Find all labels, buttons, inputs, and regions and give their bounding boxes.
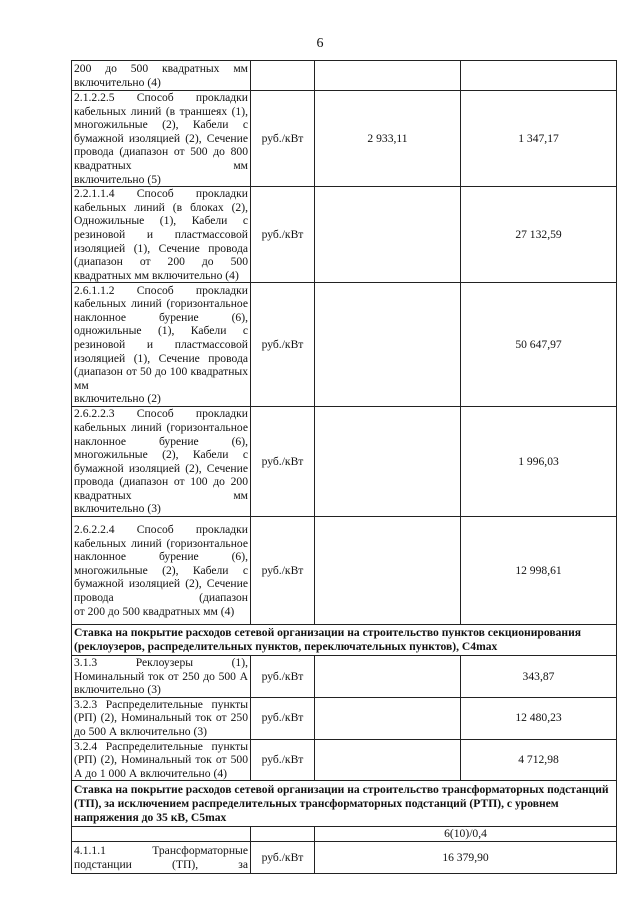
table-row	[72, 656, 617, 698]
item-description-text: 3.2.3 Распределительные пункты (РП) (2), Номинальный ток от 250	[74, 697, 248, 725]
unit-cell: руб./кВт	[251, 517, 315, 625]
value-cell-2: 1 347,17	[461, 91, 617, 187]
empty-cell	[251, 827, 315, 842]
value-cell-1	[315, 697, 461, 739]
item-description-text: 2.6.2.2.3 Способ прокладки кабельных линий (горизонтальное наклонное бурение (6), многожильные (2), Кабели с бумажной изоляцией (2), Сечение провода (диапазон от 100 до 200 квадратных мм	[74, 407, 248, 502]
value-cell-2: 1 996,03	[461, 407, 617, 517]
section-title: Ставка на покрытие расходов сетевой организации на строительство трансформаторных подстанций (ТП), за исключением распределительных трансформаторных подстанций (РТП), с уровнем напряжения до 35 кВ, С5max	[72, 781, 617, 827]
item-description-last-line: включительно (2)	[74, 392, 161, 406]
unit-cell: руб./кВт	[251, 91, 315, 187]
value-cell-1	[315, 517, 461, 625]
item-description: 4.1.1.1 Трансформаторные подстанции (ТП), за	[72, 842, 251, 874]
item-description-last-line: включительно (4)	[74, 75, 161, 89]
value-cell-1	[315, 739, 461, 781]
tariff-table	[71, 60, 617, 874]
unit-cell: руб./кВт	[251, 283, 315, 407]
table-row	[72, 283, 617, 407]
item-description-text: 2.1.2.2.5 Способ прокладки кабельных линий (в траншеях (1), многожильные (2), Кабели с бумажной изоляцией (2), Сечение провода (диапазон от 500 до 800 квадратных мм	[74, 91, 248, 172]
item-description-last-line: включительно (3)	[74, 502, 161, 516]
value-cell-1: 2 933,11	[315, 91, 461, 187]
unit-cell: руб./кВт	[251, 697, 315, 739]
item-description-text: 3.1.3 Реклоузеры (1), Номинальный ток от 250 до 500 А	[74, 656, 248, 683]
item-description	[72, 283, 251, 407]
item-description-last-line: включительно (3)	[74, 683, 161, 697]
item-description-last-line: от 200 до 500 квадратных мм (4)	[74, 604, 235, 618]
item-description	[72, 91, 251, 187]
item-description-last-line: А до 1 000 А включительно (4)	[74, 766, 227, 780]
value-cell-2: 50 647,97	[461, 283, 617, 407]
item-description-text: 2.6.1.1.2 Способ прокладки кабельных линий (горизонтальное наклонное бурение (6), одножильные (1), Кабели с резиновой и пластмассовой изоляцией (1), Сечение провода (диапазон от 50 до 100 квадратных мм	[74, 283, 248, 392]
empty-cell	[72, 827, 251, 842]
unit-cell: руб./кВт	[251, 407, 315, 517]
item-description-last-line: квадратных мм включительно (4)	[74, 268, 239, 282]
table-row	[72, 697, 617, 739]
value-cell-1	[315, 61, 461, 91]
page-number: 6	[316, 36, 324, 51]
table-row	[72, 187, 617, 283]
table-row	[72, 739, 617, 781]
unit-cell: руб./кВт	[251, 656, 315, 698]
section-header-row	[72, 625, 617, 656]
item-description	[72, 656, 251, 698]
value-cell-2: 27 132,59	[461, 187, 617, 283]
item-description	[72, 517, 251, 625]
value-cell-2	[461, 61, 617, 91]
item-description	[72, 697, 251, 739]
value-cell-1	[315, 656, 461, 698]
item-description	[72, 407, 251, 517]
subheader-row	[72, 827, 617, 842]
item-description-text: 3.2.4 Распределительные пункты (РП) (2), Номинальный ток от 500	[74, 739, 248, 767]
item-description-text: 2.2.1.1.4 Способ прокладки кабельных линий (в блоках (2), Одножильные (1), Кабели с резиновой и пластмассовой изоляцией (1), Сечение провода (диапазон от 200 до 500	[74, 187, 248, 269]
value-cell-2: 4 712,98	[461, 739, 617, 781]
table-row	[72, 842, 617, 874]
table-row	[72, 91, 617, 187]
unit-cell: руб./кВт	[251, 739, 315, 781]
section-header-row	[72, 781, 617, 827]
item-description-text: 2.6.2.2.4 Способ прокладки кабельных линий (горизонтальное наклонное бурение (6), многожильные (2), Кабели с бумажной изоляцией (2), Сечение провода (диапазон	[74, 522, 248, 604]
unit-cell	[251, 61, 315, 91]
value-cell-1	[315, 187, 461, 283]
table-row	[72, 61, 617, 91]
item-description-text: 200 до 500 квадратных мм	[74, 61, 248, 75]
table-row	[72, 407, 617, 517]
table-row	[72, 517, 617, 625]
unit-cell: руб./кВт	[251, 842, 315, 874]
voltage-subheader: 6(10)/0,4	[315, 827, 617, 842]
value-cell-2: 343,87	[461, 656, 617, 698]
item-description-last-line: включительно (5)	[74, 172, 161, 186]
unit-cell: руб./кВт	[251, 187, 315, 283]
item-description	[72, 739, 251, 781]
section-title: Ставка на покрытие расходов сетевой организации на строительство пунктов секционирования (реклоузеров, распределительных пунктов, переключательных пунктов), С4max	[72, 625, 617, 656]
item-description	[72, 187, 251, 283]
value-cell: 16 379,90	[315, 842, 617, 874]
value-cell-1	[315, 283, 461, 407]
value-cell-2: 12 480,23	[461, 697, 617, 739]
value-cell-1	[315, 407, 461, 517]
item-description	[72, 61, 251, 91]
value-cell-2: 12 998,61	[461, 517, 617, 625]
item-description-last-line: до 500 А включительно (3)	[74, 725, 208, 739]
